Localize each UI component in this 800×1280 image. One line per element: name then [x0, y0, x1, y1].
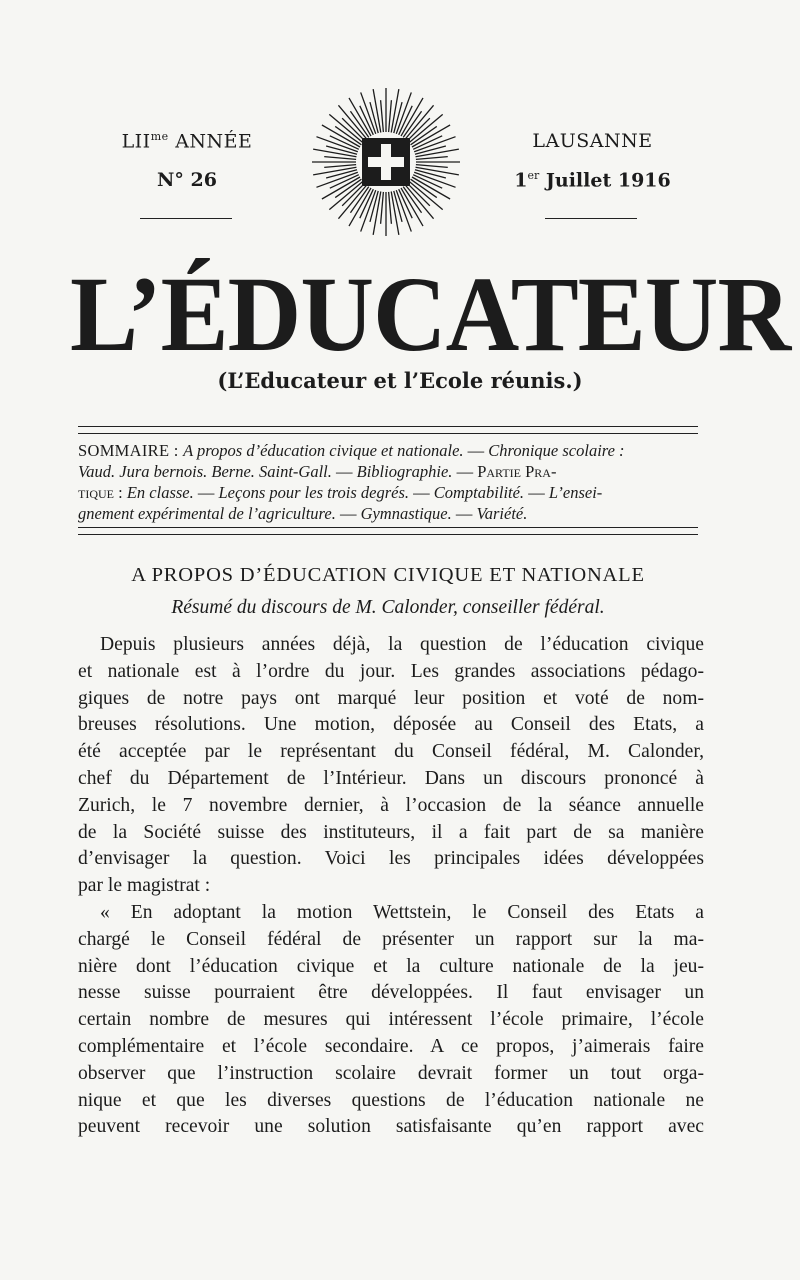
body-line: chargé le Conseil fédéral de présenter un rapport sur la ma- [78, 928, 704, 950]
body-line: nique et que les diverses questions de l’éducation nationale ne [78, 1089, 704, 1111]
toc-sep: — [463, 441, 489, 460]
swiss-cross-sunburst-icon [310, 86, 462, 238]
toc-sep: — [331, 462, 357, 481]
body-line: nière dont l’éducation civique et la culture nationale de la jeu- [78, 955, 704, 977]
body-line: d’envisager la question. Voici les principales idées développées [78, 848, 704, 870]
toc-sep: : [114, 483, 127, 502]
toc-sep: — [452, 462, 478, 481]
toc-sep: — [524, 483, 549, 502]
masthead-right [500, 130, 685, 191]
toc-item: A propos d’éducation civique et nationale. [183, 441, 464, 460]
sommaire-label: SOMMAIRE : [78, 441, 184, 460]
table-of-contents [78, 440, 698, 524]
year-word: ANNÉE [175, 130, 253, 153]
toc-item: Bibliographie. [356, 462, 453, 481]
double-rule-top [78, 426, 698, 434]
year-line [112, 130, 262, 152]
issue-date [500, 169, 685, 191]
body-line: observer que l’instruction scolaire devrait former un tout orga- [78, 1062, 704, 1084]
toc-item: Vaud. Jura bernois. Berne. Saint-Gall. [78, 462, 332, 481]
toc-item: Chronique scolaire : [488, 441, 625, 460]
toc-sep: — [409, 483, 434, 502]
body-line: nesse suisse pourraient être développées. Il faut envisager un [78, 982, 704, 1004]
journal-subtitle: (L’Educateur et l’Ecole réunis.) [217, 368, 583, 393]
date-day: 1 [514, 169, 528, 192]
toc-item: L’ensei- [548, 483, 603, 502]
toc-item: En classe. [126, 483, 194, 502]
body-line: Zurich, le 7 novembre dernier, à l’occasion de la séance annuelle [78, 794, 704, 816]
body-line: complémentaire et l’école secondaire. A ce propos, j’aimerais faire [78, 1035, 704, 1057]
short-rule-left [140, 218, 232, 219]
body-line: certain nombre de mesures qui intéressent l’école primaire, l’école [78, 1009, 704, 1031]
body-line: de la Société suisse des instituteurs, il a fait part de sa manière [78, 821, 704, 843]
body-line: par le magistrat : [78, 875, 211, 897]
journal-title: L’ÉDUCATEUR [70, 255, 791, 375]
toc-item: tique [78, 483, 114, 502]
article-body [78, 632, 704, 1141]
year-roman: LII [121, 130, 151, 153]
masthead-left [112, 130, 262, 191]
body-line: chef du Département de l’Intérieur. Dans un discours prononcé à [78, 767, 704, 789]
date-rest: Juillet 1916 [545, 169, 671, 192]
toc-item: gnement expérimental de l’agriculture. [78, 504, 336, 523]
city: LAUSANNE [532, 130, 653, 152]
year-sup: me [150, 130, 169, 143]
toc-sep: — [451, 504, 477, 523]
article-subtitle: Résumé du discours de M. Calonder, conseiller fédéral. [171, 597, 605, 618]
toc-item: Variété. [476, 504, 528, 523]
body-line: peuvent recevoir une solution satisfaisante qu’en rapport avec [78, 1116, 704, 1138]
toc-item: Gymnastique. [360, 504, 452, 523]
body-line: breuses résolutions. Une motion, déposée au Conseil des Etats, a [78, 714, 704, 736]
short-rule-right [545, 218, 637, 219]
toc-sep: — [193, 483, 219, 502]
toc-item: Leçons pour les trois degrés. [218, 483, 410, 502]
body-line: Depuis plusieurs années déjà, la question de l’éducation civique [100, 634, 704, 655]
body-line: giques de notre pays ont marqué leur position et voté de nom- [78, 687, 704, 709]
body-line: été acceptée par le représentant du Conseil fédéral, M. Calonder, [78, 741, 704, 763]
toc-sep: — [335, 504, 361, 523]
toc-item: Comptabilité. [433, 483, 525, 502]
date-sup: er [527, 169, 540, 182]
double-rule-bottom [78, 527, 698, 535]
issue-number: N° 26 [157, 169, 217, 192]
toc-item: Partie Pra- [477, 462, 557, 481]
body-line: « En adoptant la motion Wettstein, le Conseil des Etats a [100, 901, 704, 923]
body-line: et nationale est à l’ordre du jour. Les grandes associations pédago- [78, 660, 704, 682]
article-title: A PROPOS D’ÉDUCATION CIVIQUE ET NATIONALE [131, 564, 645, 586]
